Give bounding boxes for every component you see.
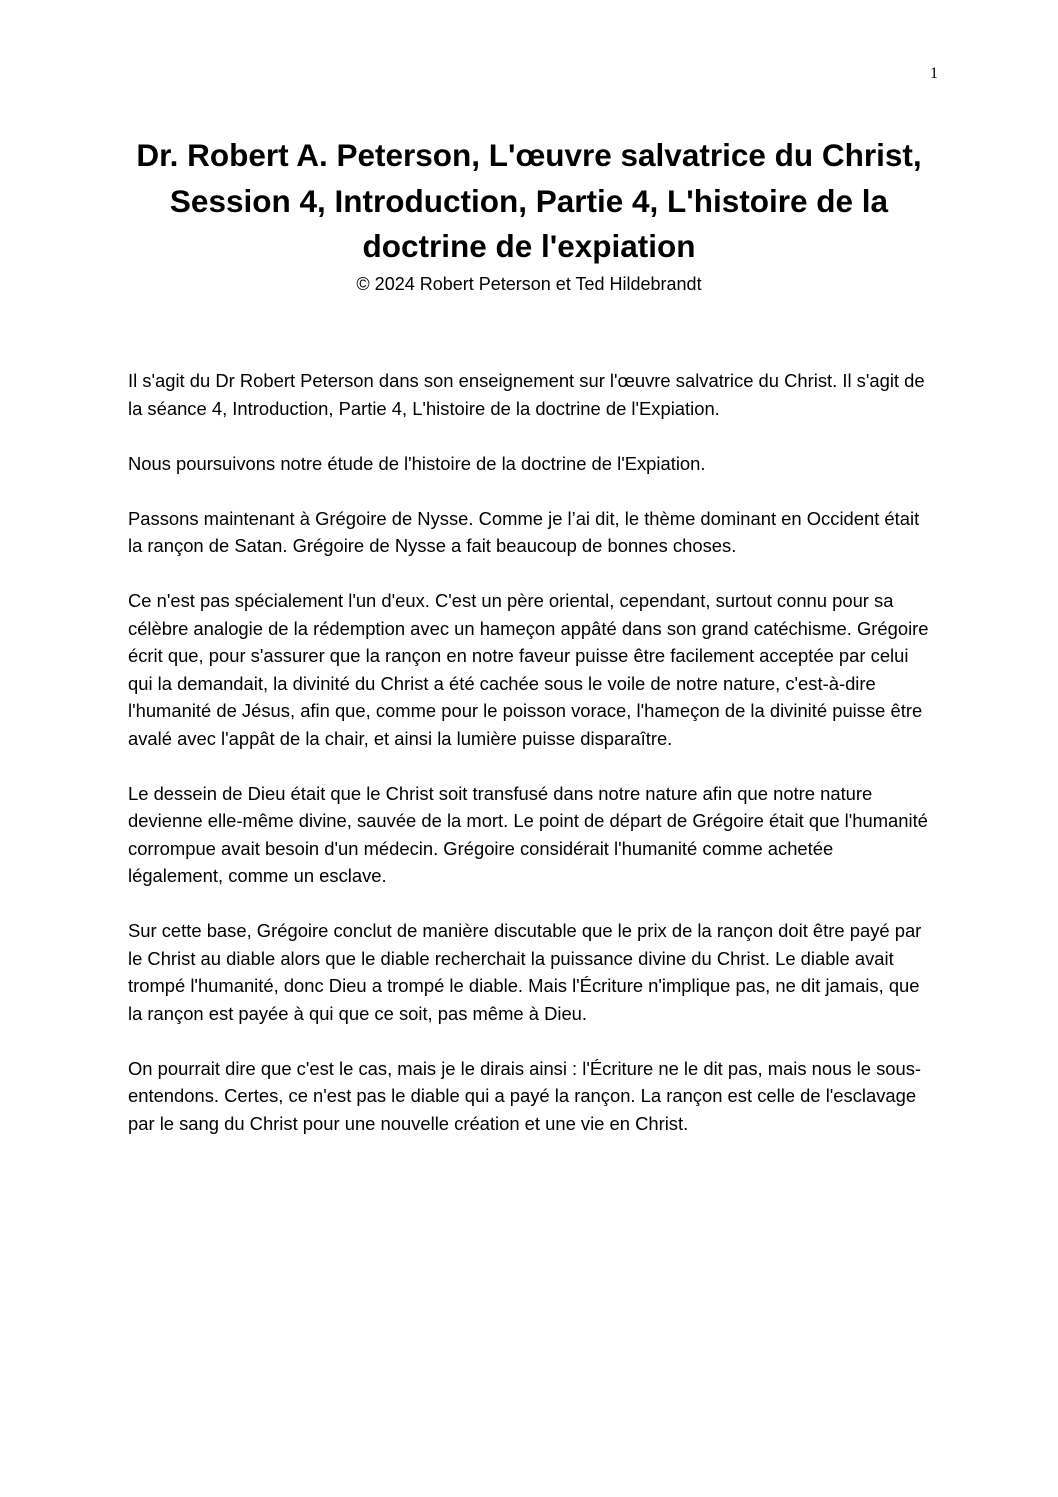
paragraph: Le dessein de Dieu était que le Christ soit transfusé dans notre nature afin que notre nature devienne elle-même divine, sauvée de la mort. Le point de départ de Grégoire était que l'humanité corrompue avait besoin d'un médecin. Grégoire considérait l'humanité comme achetée légalement, comme un esclave. [128, 782, 928, 886]
paragraph: Passons maintenant à Grégoire de Nysse. Comme je l’ai dit, le thème dominant en Occident était la rançon de Satan. Grégoire de Nysse a fait beaucoup de bonnes choses. [128, 507, 920, 556]
document-header [128, 133, 930, 298]
paragraph: Nous poursuivons notre étude de l'histoire de la doctrine de l'Expiation. [128, 452, 706, 474]
paragraph: Ce n'est pas spécialement l'un d'eux. C'est un père oriental, cependant, surtout connu pour sa célèbre analogie de la rédemption avec un hameçon appâté dans son grand catéchisme. Grégoire écrit que, pour s'assurer que la rançon en notre faveur puisse être facilement acceptée par celui qui la demandait, la divinité du Christ a été cachée sous le voile de notre nature, c'est-à-dire l'humanité de Jésus, afin que, comme pour le poisson vorace, l'hameçon de la divinité puisse être avalé avec l'appât de la chair, et ainsi la lumière puisse disparaître. [128, 590, 929, 749]
title-line-2: Session 4, Introduction, Partie 4, L'histoire de la doctrine de l'expiation [169, 182, 889, 264]
title-line-1: Dr. Robert A. Peterson, L'œuvre salvatrice du Christ, [136, 137, 922, 173]
page-number: 1 [930, 65, 938, 82]
document-body [128, 367, 932, 1165]
paragraph: Il s'agit du Dr Robert Peterson dans son enseignement sur l'œuvre salvatrice du Christ. Il s'agit de la séance 4, Introduction, Partie 4, L'histoire de la doctrine de l'Expiation. [128, 370, 925, 419]
paragraph: Sur cette base, Grégoire conclut de manière discutable que le prix de la rançon doit être payé par le Christ au diable alors que le diable recherchait la puissance divine du Christ. Le diable avait trompé l'humanité, donc Dieu a trompé le diable. Mais l'Écriture n'implique pas, ne dit jamais, que la rançon est payée à qui que ce soit, pas même à Dieu. [128, 920, 922, 1024]
copyright-notice: © 2024 Robert Peterson et Ted Hildebrandt [356, 273, 702, 294]
paragraph: On pourrait dire que c'est le cas, mais je le dirais ainsi : l'Écriture ne le dit pas, mais nous le sous-entendons. Certes, ce n'est pas le diable qui a payé la rançon. La rançon est celle de l'esclavage par le sang du Christ pour une nouvelle création et une vie en Christ. [128, 1057, 922, 1134]
document-title [128, 133, 930, 270]
